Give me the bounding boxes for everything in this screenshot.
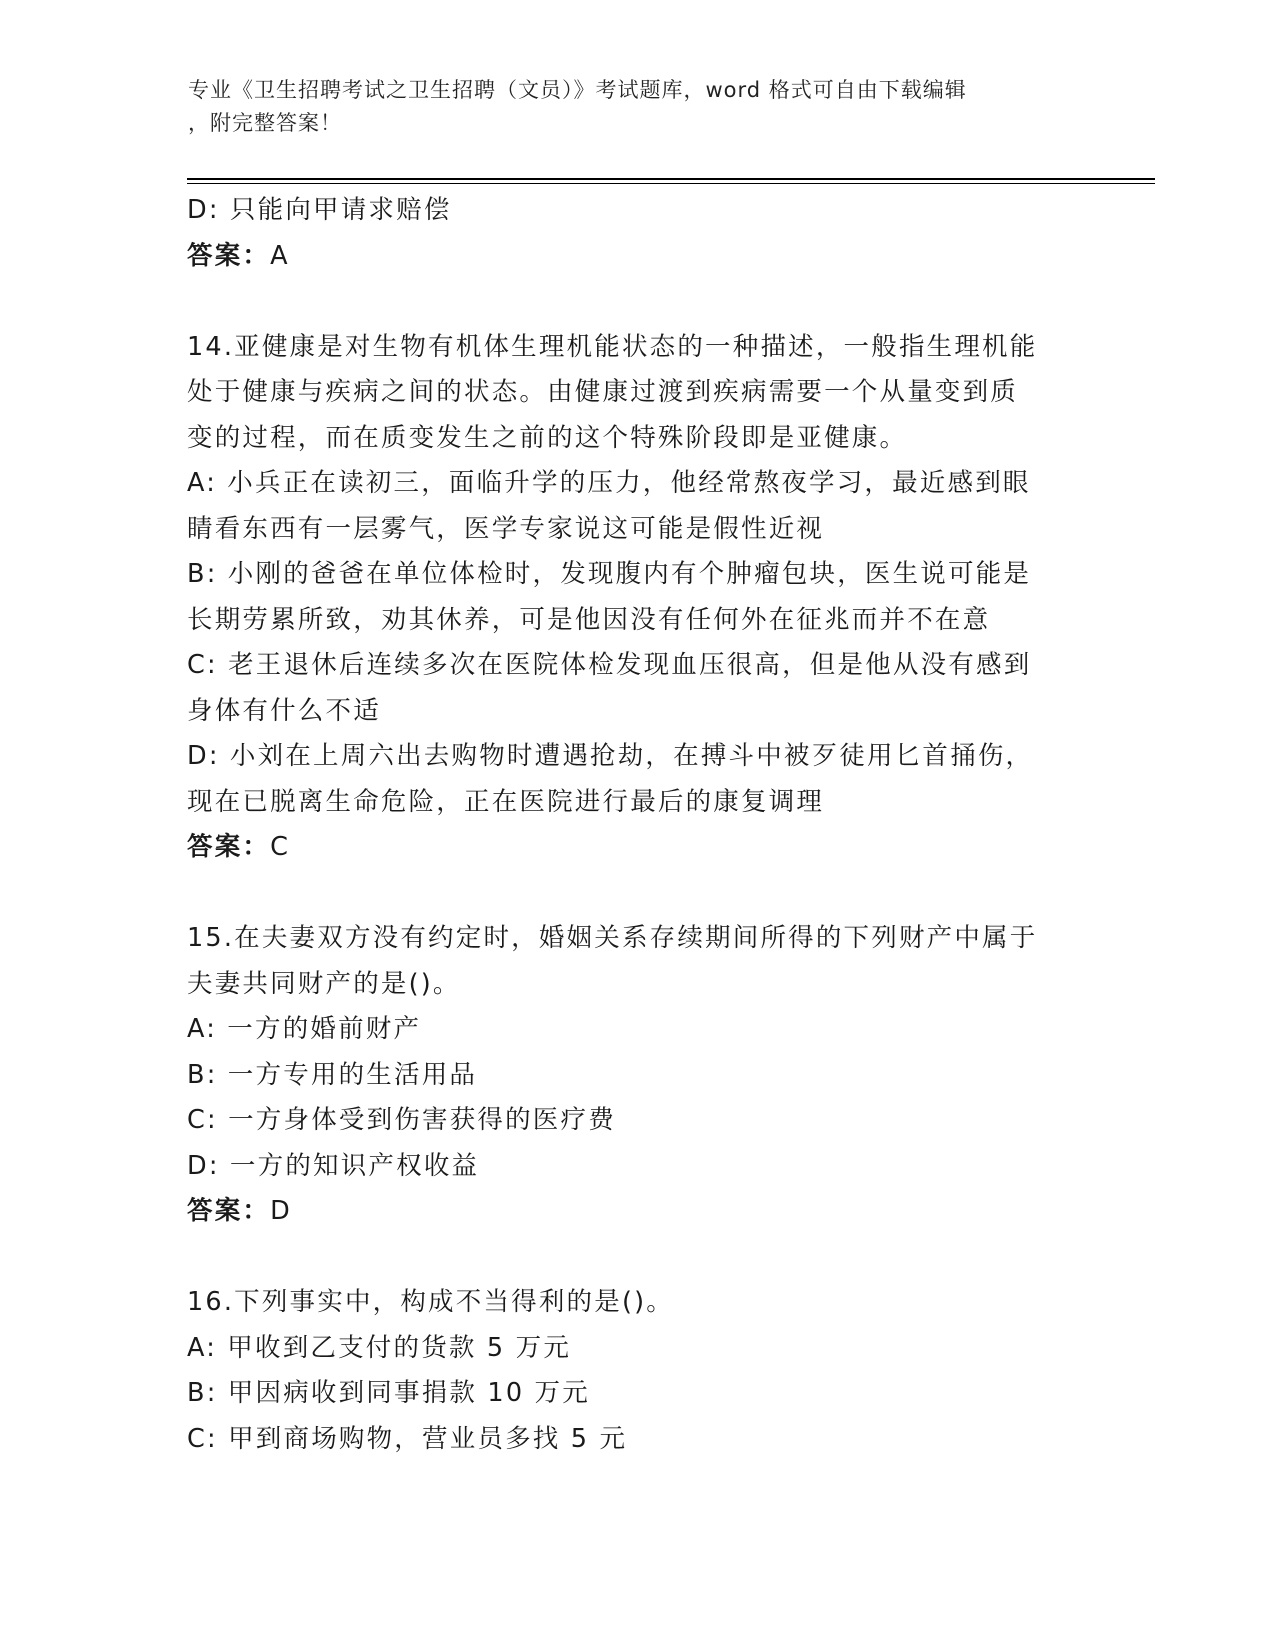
answer-label: 答案： [187, 1196, 271, 1226]
header-line-2: ，附完整答案！ [188, 111, 342, 135]
answer-label: 答案： [187, 832, 271, 862]
previous-question-tail [187, 188, 1087, 279]
spacer [187, 871, 1087, 917]
header-divider-thin [187, 183, 1155, 184]
option-c: C: 甲到商场购物，营业员多找 5 元 [187, 1423, 628, 1454]
question-stem-line: 处于健康与疾病之间的状态。由健康过渡到疾病需要一个从量变到质 [187, 377, 1019, 407]
answer-line [187, 825, 1087, 871]
header-line-1: 专业《卫生招聘考试之卫生招聘（文员）》考试题库，word 格式可自由下载编辑 [188, 78, 967, 102]
answer-label: 答案： [187, 240, 271, 271]
question-stem-line: 16.下列事实中，构成不当得利的是()。 [187, 1287, 674, 1317]
question-14 [187, 325, 1087, 871]
answer-value: D [270, 1196, 292, 1226]
option-d: D: 小刘在上周六出去购物时遭遇抢劫，在搏斗中被歹徒用匕首捅伤， [187, 741, 1034, 771]
option-a: A: 小兵正在读初三，面临升学的压力，他经常熬夜学习，最近感到眼 [187, 468, 1031, 498]
option-c: C: 老王退休后连续多次在医院体检发现血压很高，但是他从没有感到 [187, 650, 1032, 680]
option-b: B: 甲因病收到同事捐款 10 万元 [187, 1378, 590, 1408]
option-a-continued: 睛看东西有一层雾气，医学专家说这可能是假性近视 [187, 513, 825, 544]
question-16 [187, 1280, 1087, 1462]
question-stem-line: 夫妻共同财产的是()。 [187, 968, 461, 999]
spacer [187, 1235, 1087, 1281]
option-b-continued: 长期劳累所致，劝其休养，可是他因没有任何外在征兆而并不在意 [187, 604, 991, 635]
option-a: A: 一方的婚前财产 [187, 1014, 422, 1044]
option-b: B: 一方专用的生活用品 [187, 1059, 478, 1090]
question-stem-line: 变的过程，而在质变发生之前的这个特殊阶段即是亚健康。 [187, 422, 908, 453]
spacer [187, 279, 1087, 325]
option-c: C: 一方身体受到伤害获得的医疗费 [187, 1105, 616, 1135]
answer-value: C [270, 832, 291, 862]
option-c-continued: 身体有什么不适 [187, 695, 381, 726]
answer-line [187, 234, 1087, 280]
page-header [188, 74, 1088, 140]
question-stem-line: 14.亚健康是对生物有机体生理机能状态的一种描述，一般指生理机能 [187, 331, 1038, 362]
document-body [187, 188, 1087, 1462]
header-divider-thick [187, 178, 1155, 180]
option-d: D: 只能向甲请求赔偿 [187, 195, 452, 225]
question-15 [187, 916, 1087, 1235]
option-d: D: 一方的知识产权收益 [187, 1150, 480, 1181]
answer-line [187, 1189, 1087, 1235]
question-stem-line: 15.在夫妻双方没有约定时，婚姻关系存续期间所得的下列财产中属于 [187, 923, 1038, 953]
option-a: A: 甲收到乙支付的货款 5 万元 [187, 1332, 572, 1363]
option-d-continued: 现在已脱离生命危险，正在医院进行最后的康复调理 [187, 786, 825, 817]
option-b: B: 小刚的爸爸在单位体检时，发现腹内有个肿瘤包块，医生说可能是 [187, 559, 1032, 589]
answer-value: A [270, 240, 290, 271]
